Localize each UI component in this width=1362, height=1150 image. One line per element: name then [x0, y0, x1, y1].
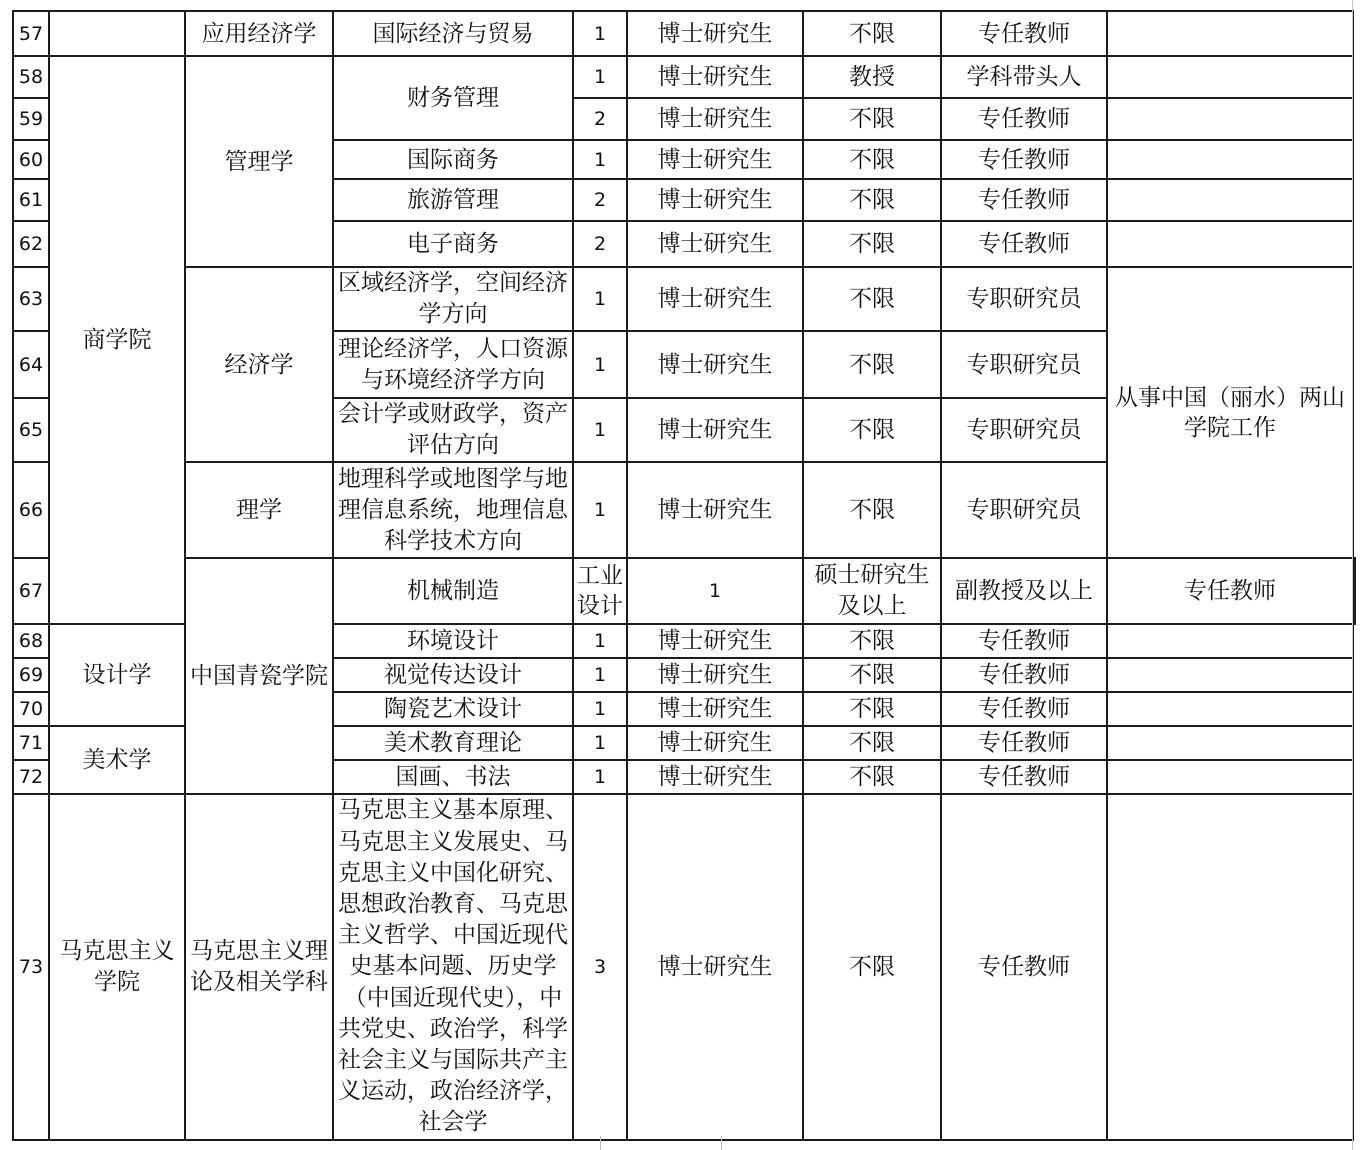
count-cell: 1 [573, 331, 627, 398]
count-cell: 1 [573, 56, 627, 98]
row-number: 59 [13, 98, 49, 140]
post-cell: 专任教师 [941, 658, 1107, 692]
college-cell [49, 11, 185, 56]
row-number: 73 [13, 794, 49, 1140]
education-cell: 博士研究生 [627, 658, 803, 692]
title-cell: 副教授及以上 [941, 558, 1107, 624]
direction-cell: 电子商务 [333, 221, 573, 267]
row-number: 70 [13, 692, 49, 726]
post-cell: 专任教师 [941, 692, 1107, 726]
row-number: 68 [13, 624, 49, 658]
education-cell: 博士研究生 [627, 760, 803, 794]
note-cell [1353, 558, 1355, 624]
table-row [13, 56, 1355, 98]
count-cell: 1 [573, 462, 627, 558]
count-cell: 1 [627, 558, 803, 624]
row-number: 67 [13, 558, 49, 624]
direction-cell: 工业设计 [573, 558, 627, 624]
count-cell: 1 [573, 140, 627, 179]
post-cell: 专职研究员 [941, 331, 1107, 398]
discipline-cell: 应用经济学 [185, 11, 333, 56]
title-cell: 不限 [803, 624, 941, 658]
direction-cell: 美术教育理论 [333, 726, 573, 760]
discipline-cell-design: 设计学 [49, 624, 185, 726]
count-cell: 2 [573, 221, 627, 267]
count-cell: 1 [573, 760, 627, 794]
education-cell: 博士研究生 [627, 11, 803, 56]
post-cell: 专职研究员 [941, 398, 1107, 462]
sheet-edge-line [1352, 0, 1353, 1150]
discipline-cell-fine-arts: 美术学 [49, 726, 185, 794]
title-cell: 不限 [803, 760, 941, 794]
title-cell: 不限 [803, 794, 941, 1140]
title-cell: 不限 [803, 692, 941, 726]
count-cell: 1 [573, 267, 627, 331]
table-row [13, 558, 1355, 624]
note-cell [1107, 624, 1353, 658]
title-cell: 不限 [803, 658, 941, 692]
education-cell: 博士研究生 [627, 98, 803, 140]
post-cell: 专任教师 [941, 726, 1107, 760]
education-cell: 博士研究生 [627, 462, 803, 558]
discipline-cell: 机械制造 [333, 558, 573, 624]
count-cell: 2 [573, 98, 627, 140]
direction-cell: 国际经济与贸易 [333, 11, 573, 56]
note-cell [1107, 140, 1353, 179]
discipline-cell: 理学 [185, 462, 333, 558]
title-cell: 不限 [803, 98, 941, 140]
count-cell: 1 [573, 658, 627, 692]
row-number: 58 [13, 56, 49, 98]
note-cell [1107, 98, 1353, 140]
count-cell: 1 [573, 11, 627, 56]
direction-cell: 视觉传达设计 [333, 658, 573, 692]
row-number: 65 [13, 398, 49, 462]
note-cell [1107, 692, 1353, 726]
discipline-cell-economics: 经济学 [185, 267, 333, 462]
title-cell: 不限 [803, 331, 941, 398]
title-cell: 不限 [803, 267, 941, 331]
direction-cell: 财务管理 [333, 56, 573, 140]
college-cell-business: 商学院 [49, 56, 185, 624]
table-row [13, 11, 1355, 56]
row-number: 60 [13, 140, 49, 179]
post-cell: 专任教师 [941, 179, 1107, 221]
note-cell [1107, 726, 1353, 760]
note-cell [1107, 221, 1353, 267]
count-cell: 1 [573, 726, 627, 760]
row-number: 69 [13, 658, 49, 692]
discipline-cell: 马克思主义理论及相关学科 [185, 794, 333, 1140]
count-cell: 2 [573, 179, 627, 221]
education-cell: 硕士研究生及以上 [803, 558, 941, 624]
college-cell-marxism: 马克思主义学院 [49, 794, 185, 1140]
direction-cell: 地理科学或地图学与地理信息系统，地理信息科学技术方向 [333, 462, 573, 558]
row-number: 61 [13, 179, 49, 221]
recruitment-table [12, 10, 1356, 1141]
post-cell: 专任教师 [941, 140, 1107, 179]
post-cell: 专任教师 [941, 760, 1107, 794]
education-cell: 博士研究生 [627, 267, 803, 331]
sheet-edge-marker [600, 1136, 722, 1150]
title-cell: 不限 [803, 179, 941, 221]
note-cell [1107, 760, 1353, 794]
row-number: 57 [13, 11, 49, 56]
table-row [13, 267, 1355, 331]
direction-cell: 国画、书法 [333, 760, 573, 794]
education-cell: 博士研究生 [627, 56, 803, 98]
education-cell: 博士研究生 [627, 179, 803, 221]
direction-cell: 陶瓷艺术设计 [333, 692, 573, 726]
education-cell: 博士研究生 [627, 624, 803, 658]
education-cell: 博士研究生 [627, 794, 803, 1140]
title-cell: 不限 [803, 726, 941, 760]
note-cell [1107, 56, 1353, 98]
count-cell: 1 [573, 398, 627, 462]
count-cell: 1 [573, 692, 627, 726]
count-cell: 3 [573, 794, 627, 1140]
post-cell: 专职研究员 [941, 267, 1107, 331]
post-cell: 专任教师 [941, 98, 1107, 140]
post-cell: 专任教师 [941, 794, 1107, 1140]
row-number: 72 [13, 760, 49, 794]
post-cell: 专任教师 [1107, 558, 1353, 624]
note-cell [1107, 658, 1353, 692]
education-cell: 博士研究生 [627, 331, 803, 398]
direction-cell: 理论经济学，人口资源与环境经济学方向 [333, 331, 573, 398]
title-cell: 不限 [803, 398, 941, 462]
college-cell-celadon: 中国青瓷学院 [185, 558, 333, 794]
row-number: 66 [13, 462, 49, 558]
title-cell: 不限 [803, 462, 941, 558]
direction-cell: 国际商务 [333, 140, 573, 179]
count-cell: 1 [573, 624, 627, 658]
title-cell: 不限 [803, 140, 941, 179]
education-cell: 博士研究生 [627, 221, 803, 267]
direction-cell: 旅游管理 [333, 179, 573, 221]
table-row [13, 794, 1355, 1140]
note-cell [1107, 179, 1353, 221]
education-cell: 博士研究生 [627, 726, 803, 760]
title-cell: 教授 [803, 56, 941, 98]
direction-cell: 马克思主义基本原理、马克思主义发展史、马克思主义中国化研究、思想政治教育、马克思主义哲学、中国近现代史基本问题、历史学（中国近现代史），中共党史、政治学，科学社会主义与国际共产主义运动，政治经济学，社会学 [333, 794, 573, 1140]
post-cell: 专职研究员 [941, 462, 1107, 558]
education-cell: 博士研究生 [627, 692, 803, 726]
post-cell: 专任教师 [941, 11, 1107, 56]
row-number: 64 [13, 331, 49, 398]
direction-cell: 区域经济学，空间经济学方向 [333, 267, 573, 331]
title-cell: 不限 [803, 11, 941, 56]
education-cell: 博士研究生 [627, 398, 803, 462]
discipline-cell-management: 管理学 [185, 56, 333, 267]
post-cell: 专任教师 [941, 221, 1107, 267]
row-number: 71 [13, 726, 49, 760]
row-number: 63 [13, 267, 49, 331]
direction-cell: 会计学或财政学，资产评估方向 [333, 398, 573, 462]
note-cell [1107, 11, 1353, 56]
title-cell: 不限 [803, 221, 941, 267]
education-cell: 博士研究生 [627, 140, 803, 179]
post-cell: 学科带头人 [941, 56, 1107, 98]
row-number: 62 [13, 221, 49, 267]
post-cell: 专任教师 [941, 624, 1107, 658]
note-cell-lianghshan: 从事中国（丽水）两山学院工作 [1107, 267, 1353, 558]
direction-cell: 环境设计 [333, 624, 573, 658]
note-cell [1107, 794, 1353, 1140]
